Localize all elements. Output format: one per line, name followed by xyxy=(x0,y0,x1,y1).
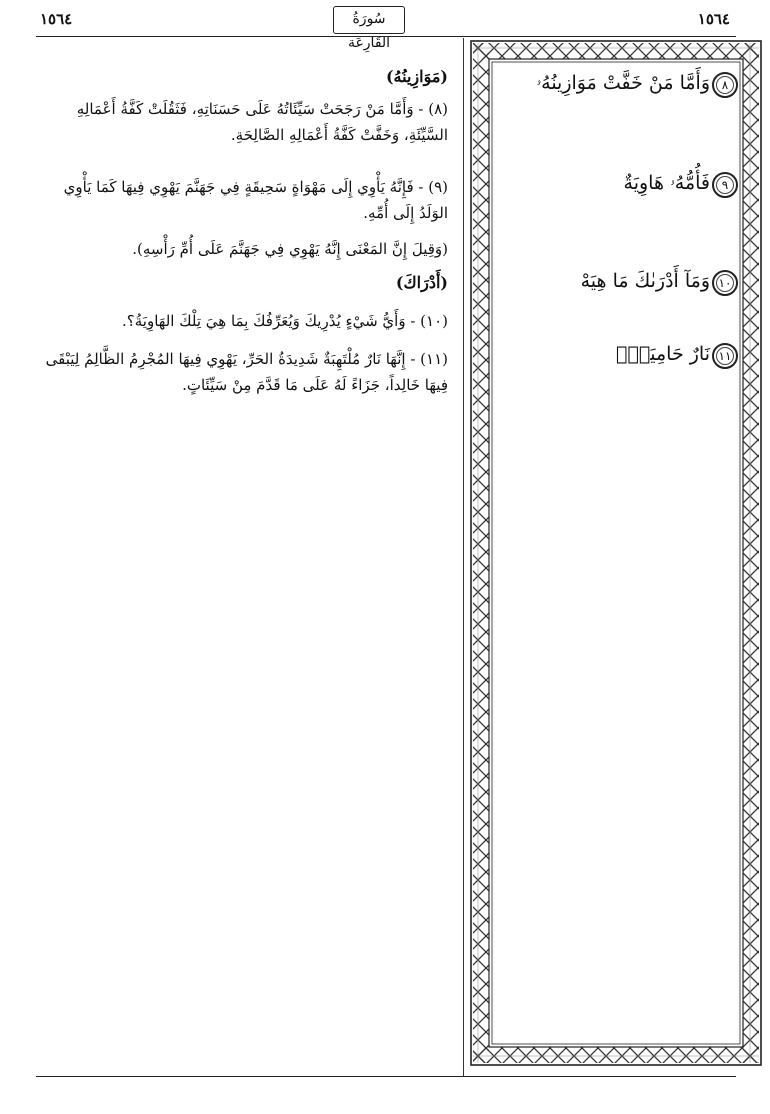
verse-8-text: وَأَمَّا مَنْ خَفَّتْ مَوَازِينُهُۥ xyxy=(536,72,710,94)
commentary-heading-mawazinuh: (مَوَازِينُهُ) xyxy=(385,67,448,86)
commentary-verse-8: (٨) - وَأَمَّا مَنْ رَجَحَتْ سَيِّئَاتُهُ عَلَى حَسَنَاتِهِ، فَثَقُلَتْ كَفَّةُ أَعْمَالِهِ السَّيِّئَةِ، وَخَفَّتْ كَفَّةُ أَعْمَالِهِ الصَّالِحَةِ. xyxy=(76,100,448,144)
header-rule xyxy=(36,36,736,37)
verse-end-ornament-icon xyxy=(712,343,738,369)
page-number-right: ١٥٦٤ xyxy=(697,10,730,28)
commentary-verse-11: (١١) - إِنَّهَا نَارٌ مُلْتَهِبَةٌ شَدِيدَةُ الحَرِّ، يَهْوِي فِيهَا المُجْرِمُ الظَّالِمُ لِيَبْقَى فِيهَا خَالِداً، جَزَاءً لَهُ عَلَى مَا قَدَّمَ مِنْ سَيِّئَاتٍ. xyxy=(45,350,448,394)
verse-11-number: ١١ xyxy=(718,349,732,363)
verse-9-text: فَأُمُّهُۥ هَاوِيَةٌ xyxy=(623,172,710,194)
verse-10-text: وَمَآ أَدْرَىٰكَ مَا هِيَهْ xyxy=(580,270,710,292)
verse-9-number: ٩ xyxy=(721,178,729,192)
footer-rule xyxy=(36,1076,736,1077)
verse-8-number: ٨ xyxy=(721,78,729,92)
page-number-left: ١٥٦٤ xyxy=(40,10,73,28)
verse-10-number: ١٠ xyxy=(718,276,732,290)
column-divider xyxy=(463,38,464,1076)
commentary-verse-9: (٩) - فَإِنَّهُ يَأْوِي إِلَى مَهْوَاةٍ سَحِيقَةٍ فِي جَهَنَّمَ يَهْوِي فِيهَا كَمَا يَأْوِي الوَلَدُ إِلَى أُمِّهِ. xyxy=(63,178,448,222)
verse-end-ornament-icon xyxy=(712,270,738,296)
verse-end-ornament-icon xyxy=(712,72,738,98)
verse-11-text: نَارٌ حَامِيَةٌۢ xyxy=(616,343,710,365)
commentary-verse-9-note: (وَقِيلَ إِنَّ المَعْنَى إِنَّهُ يَهْوِي فِي جَهَنَّمَ عَلَى أُمِّ رَأْسِهِ). xyxy=(132,240,448,258)
verse-end-ornament-icon xyxy=(712,172,738,198)
commentary-heading-adrak: (أَدْرَاكَ) xyxy=(395,273,448,292)
surah-title: سُورَةُ القَارِعَة xyxy=(333,6,405,34)
commentary-verse-10: (١٠) - وَأَيُّ شَيْءٍ يُدْرِيكَ وَيُعَرِّفُكَ بِمَا هِيَ تِلْكَ الهَاوِيَةُ؟. xyxy=(122,312,448,330)
